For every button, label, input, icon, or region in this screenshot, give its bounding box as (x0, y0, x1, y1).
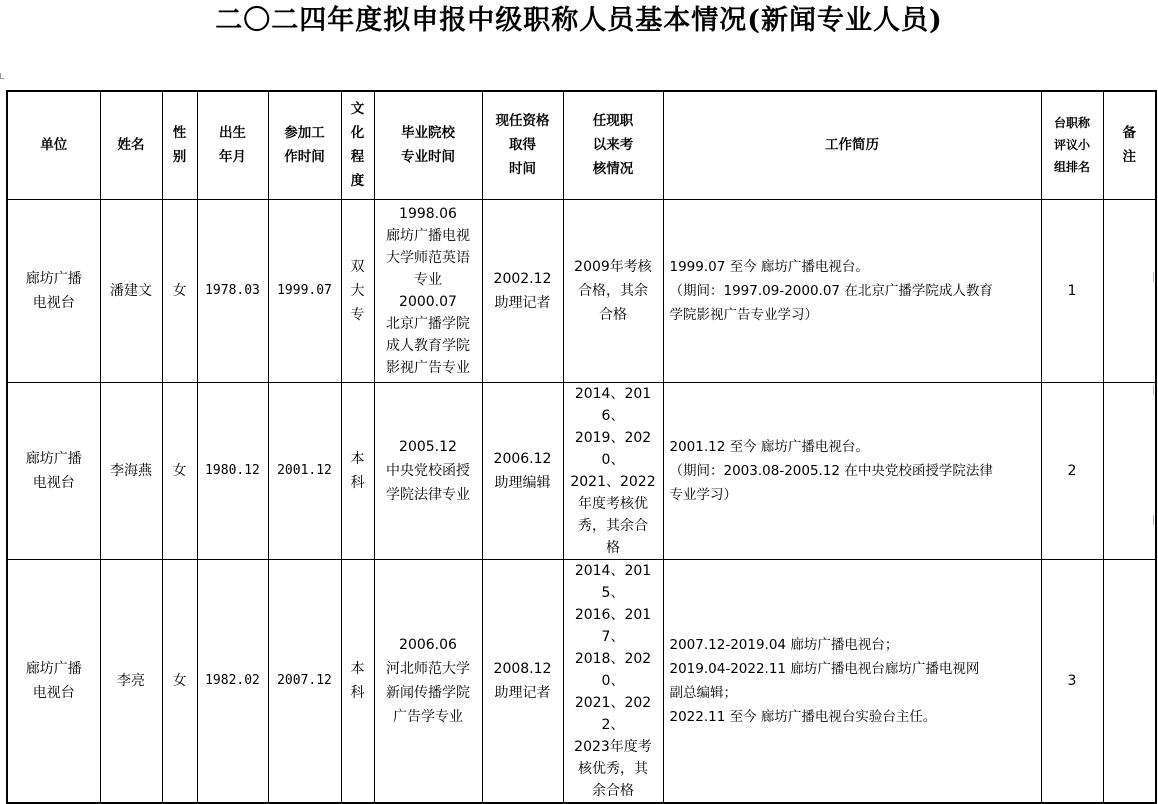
cell-gender: 女 (162, 199, 197, 382)
table-row (7, 559, 1156, 803)
cell-school: 2005.12 中央党校函授 学院法律专业 (374, 382, 482, 559)
cell-work-start: 2001.12 (268, 382, 341, 559)
header-qualification: 现任资格 取得 时间 (482, 91, 563, 199)
header-assessment: 任现职 以来考 核情况 (563, 91, 663, 199)
header-remarks: 备 注 (1103, 91, 1156, 199)
personnel-table (6, 90, 1157, 804)
header-work-start: 参加工 作时间 (268, 91, 341, 199)
cell-rank: 1 (1041, 199, 1103, 382)
cell-resume: 2001.12 至今 廊坊广播电视台。 （期间：2003.08-2005.12 在中央党校函授学院法律 专业学习） (663, 382, 1041, 559)
cell-education: 双 大 专 (341, 199, 374, 382)
cell-resume: 1999.07 至今 廊坊广播电视台。 （期间：1997.09-2000.07 在北京广播学院成人教育 学院影视广告专业学习） (663, 199, 1041, 382)
cell-remarks (1103, 559, 1156, 803)
header-unit: 单位 (7, 91, 100, 199)
cell-school: 1998.06 廊坊广播电视 大学师范英语 专业 2000.07 北京广播学院 成人教育学院 影视广告专业 (374, 199, 482, 382)
header-name: 姓名 (100, 91, 162, 199)
cell-gender: 女 (162, 559, 197, 803)
header-birth: 出生 年月 (197, 91, 268, 199)
cell-assessment: 2014、2015、 2016、2017、 2018、2020、 2021、2022、 2023年度考 核优秀，其 余合格 (563, 559, 663, 803)
cell-rank: 3 (1041, 559, 1103, 803)
cell-work-start: 2007.12 (268, 559, 341, 803)
cell-qualification: 2008.12 助理记者 (482, 559, 563, 803)
table-row (7, 199, 1156, 382)
cell-remarks (1103, 199, 1156, 382)
cell-remarks (1103, 382, 1156, 559)
cell-name: 李亮 (100, 559, 162, 803)
header-gender: 性 别 (162, 91, 197, 199)
cell-assessment: 2009年考核 合格，其余 合格 (563, 199, 663, 382)
cell-name: 李海燕 (100, 382, 162, 559)
page-title: 二〇二四年度拟申报中级职称人员基本情况(新闻专业人员) (215, 5, 943, 36)
header-rank: 台职称 评议小 组排名 (1041, 91, 1103, 199)
cell-gender: 女 (162, 382, 197, 559)
table-row (7, 382, 1156, 559)
cell-qualification: 2002.12 助理记者 (482, 199, 563, 382)
cell-school: 2006.06 河北师范大学 新闻传播学院 广告学专业 (374, 559, 482, 803)
cell-birth: 1982.02 (197, 559, 268, 803)
cell-unit: 廊坊广播 电视台 (7, 199, 100, 382)
cell-rank: 2 (1041, 382, 1103, 559)
header-education: 文 化 程 度 (341, 91, 374, 199)
cell-resume: 2007.12-2019.04 廊坊广播电视台； 2019.04-2022.11 廊坊广播电视台廊坊广播电视网 副总编辑； 2022.11 至今 廊坊广播电视台实验台主任。 (663, 559, 1041, 803)
header-school: 毕业院校 专业时间 (374, 91, 482, 199)
cell-education: 本 科 (341, 382, 374, 559)
cell-unit: 廊坊广播 电视台 (7, 559, 100, 803)
header-resume: 工作简历 (663, 91, 1041, 199)
cell-assessment: 2014、2016、 2019、2020、 2021、2022 年度考核优 秀，其余合 格 (563, 382, 663, 559)
cell-birth: 1978.03 (197, 199, 268, 382)
cell-birth: 1980.12 (197, 382, 268, 559)
corner-mark (0, 73, 4, 79)
cell-work-start: 1999.07 (268, 199, 341, 382)
header-row (7, 91, 1156, 199)
cell-unit: 廊坊广播 电视台 (7, 382, 100, 559)
cell-name: 潘建文 (100, 199, 162, 382)
cell-qualification: 2006.12 助理编辑 (482, 382, 563, 559)
cell-education: 本 科 (341, 559, 374, 803)
